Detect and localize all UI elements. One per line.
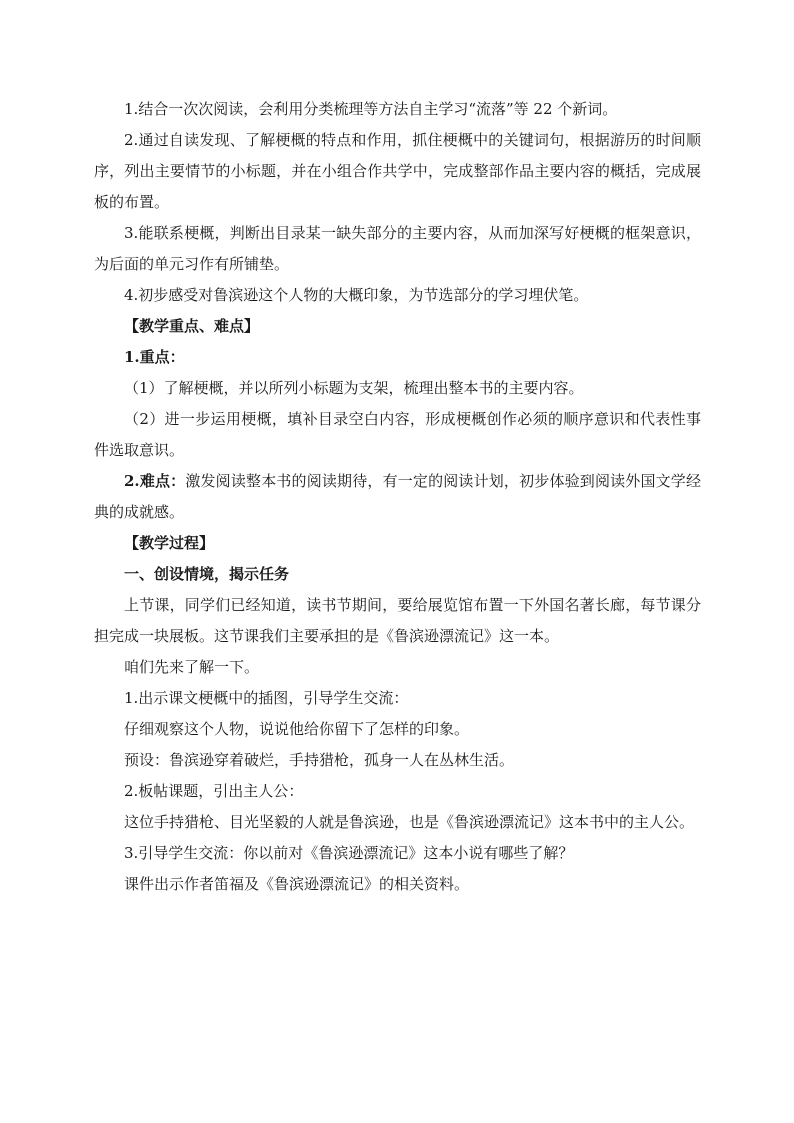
process-paragraph-4: 仔细观察这个人物，说说他给你留下了怎样的印象。 [124, 720, 470, 738]
process-paragraph-3: 1.出示课文梗概中的插图，引导学生交流： [124, 689, 409, 707]
process-heading: 【教学过程】 [124, 534, 215, 552]
process-paragraph-1: 上节课，同学们已经知道，读书节期间，要给展览馆布置一下外国名著长廊，每节课分担完成一块展板。这节课我们主要承担的是《鲁滨逊漂流记》这一本。 [94, 596, 701, 645]
process-paragraph-6: 2.板帖课题，引出主人公： [124, 782, 304, 800]
objective-1: 1.结合一次次阅读，会利用分类梳理等方法自主学习“流落”等 22 个新词。 [124, 100, 618, 118]
difficulty-label: 2.难点： [124, 472, 186, 490]
document-page [94, 94, 701, 900]
process-paragraph-8: 3.引导学生交流：你以前对《鲁滨逊漂流记》这本小说有哪些了解？ [124, 844, 574, 862]
key-point-2: （2）进一步运用梗概，填补目录空白内容，形成梗概创作必须的顺序意识和代表性事件选取意识。 [94, 410, 701, 459]
key-point-label: 1.重点： [124, 348, 185, 366]
process-paragraph-9: 课件出示作者笛福及《鲁滨逊漂流记》的相关资料。 [124, 875, 470, 893]
objective-4: 4.初步感受对鲁滨逊这个人物的大概印象，为节选部分的学习埋伏笔。 [124, 286, 589, 304]
objective-3: 3.能联系梗概，判断出目录某一缺失部分的主要内容，从而加深写好梗概的框架意识，为后面的单元习作有所铺垫。 [94, 224, 701, 273]
process-paragraph-5: 预设：鲁滨逊穿着破烂，手持猎枪，孤身一人在丛林生活。 [124, 751, 515, 769]
key-point-1: （1）了解梗概，并以所列小标题为支架，梳理出整本书的主要内容。 [124, 379, 584, 397]
process-paragraph-7: 这位手持猎枪、目光坚毅的人就是鲁滨逊，也是《鲁滨逊漂流记》这本书中的主人公。 [124, 813, 695, 831]
section-1-heading: 一、创设情境，揭示任务 [124, 565, 290, 583]
key-difficulty-heading: 【教学重点、难点】 [124, 317, 260, 335]
difficulty-text: 激发阅读整本书的阅读期待，有一定的阅读计划，初步体验到阅读外国文学经典的成就感。 [94, 472, 701, 521]
difficulty-paragraph [94, 466, 701, 528]
objective-2: 2.通过自读发现、了解梗概的特点和作用，抓住梗概中的关键词句，根据游历的时间顺序，列出主要情节的小标题，并在小组合作共学中，完成整部作品主要内容的概括，完成展板的布置。 [94, 131, 701, 211]
process-paragraph-2: 咱们先来了解一下。 [124, 658, 260, 676]
